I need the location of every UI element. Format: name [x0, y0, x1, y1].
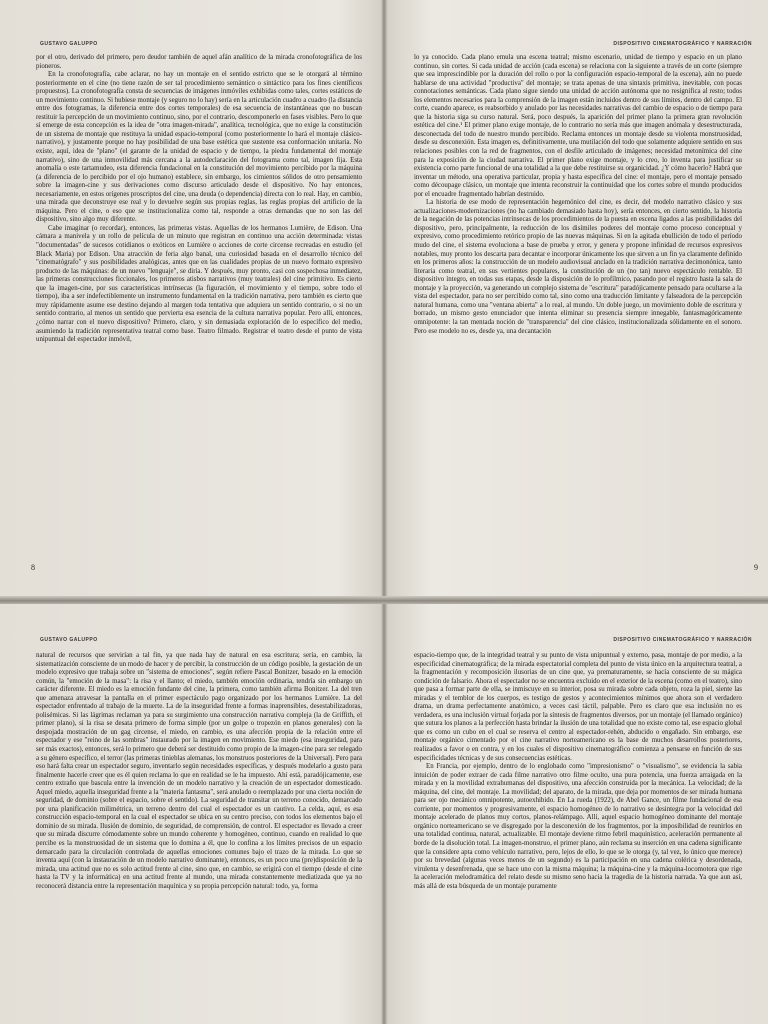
running-header-title: DISPOSITIVO CINEMATOGRÁFICO Y NARRACIÓN	[613, 41, 752, 47]
running-header-author: GUSTAVO GALUPPO	[40, 637, 98, 643]
page-body	[414, 652, 742, 891]
paragraph: En Francia, por ejemplo, dentro de lo englobado como "impresionismo" o "visualismo", se evidencia la sabia intuición de poder extraer de cada filme narrativo otro filme oculto, una pura potencia, una fuerza arraigada en la mirada y en la movilidad extrahumanas del dispositivo, una afección construida por la mecánica. La velocidad; de la máquina, del cine, del montaje. La movilidad; del aparato, de la mirada, que deja por momentos de ser mirada humana para ser ojo mecánico omnipotente, autoexhibido. En La rueda (1922), de Abel Gance, un filme fundacional de esa corriente, por momentos y progresivamente, el espacio homogéneo de lo narrativo se desintegra por la velocidad del montaje acelerado de planos muy cortos, planos-relámpago. Allí, aquel espacio homogéneo dominante del montaje orgánico norteamericano se ve disgregado por la desconexión de los fragmentos, por la imposibilidad de reunirlos en una totalidad continua, natural, actualizable. El montaje deviene ritmo febril maquinístico, aceleración permanente al borde de la disolución total. La imagen-monstruo, el primer plano, aún reclama su inserción en una cadena significante que la considere apta como vehículo narrativo, pero, lejos de ello, lo que se le otorga (y, tal vez, lo único que merece) por su brevedad (algunas veces menos de un segundo) es la participación en una cadena colérica y desordenada, virulenta y desenfrenada, que se hace uno con la misma máquina; la máquina-cine y la máquina-locomotora que rige la aceleración melodramática del relato desde su mismo seno hacia la tragedia de la historia narrada. Ya que aun así, más allá de esta búsqueda de un montaje puramente	[414, 763, 742, 890]
page-8	[0, 0, 384, 596]
paragraph: lo ya conocido. Cada plano emula una escena teatral; mismo escenario, unidad de tiempo y espacio en un plano continuo, sin cortes. Si cada unidad de acción (cada escena) se relaciona con la siguiente a través de un corte (siempre que sea imprescindible por la duración del rollo o por la configuración espacio-temporal de la escena), aún no puede hablarse de una actividad "productiva" del montaje; se trata apenas de una sintaxis primitiva, inevitable, con pocas connotaciones semánticas. Cada plano sigue siendo una unidad de acción autónoma que no resignifica al resto; todos los elementos necesarios para la comprensión de la imagen están incluidos dentro de sus límites, dentro del campo. El corte, cuando aparece, es reabsorbido y anulado por las necesidades narrativas del cambio de espacio o de tiempo para que la historia siga su curso natural. Será, poco después, la aparición del primer plano la primera gran revolución estética del cine.¹ El primer plano exige montaje, de lo contrario no sería más que imagen anómala y desestructurada, desconectada del todo de nuestro mundo percibido. Reclama entonces un montaje desde su violenta monstruosidad, desde su desconexión. Esta imagen es, definitivamente, una mutilación del todo que solamente adquiere sentido en sus relaciones posibles con la red de fragmentos, con el desfile articulado de imágenes; necesidad metonímica del cine para la exposición de la ciudad narrativa. El primer plano exige montaje, y lo creo, lo inventa para justificar su existencia como parte funcional de una totalidad a la que debe restituirse su organicidad. ¿Y cómo hacerlo? Habrá que inventar un método, una operativa particular, propia y hasta específica del cine: el montaje, pero el montaje pensado como découpage clásico, un montaje que intenta reconstruir la continuidad que los cortes sobre el mundo producidos por el encuadre fragmentado habrían destruido.	[414, 54, 742, 198]
paragraph: En la cronofotografía, cabe aclarar, no hay un montaje en el sentido estricto que se le otorgará al término posteriormente en el cine (no tiene razón de ser tal procedimiento semántico o sintáctico para los fines científicos propuestos). La cronofotografía consta de secuencias de imágenes inmóviles exhibidas como tales, cortes estáticos de un movimiento continuo. Si hubiese montaje (y seguro no lo hay) sería en la articulación cuadro a cuadro (la distancia entre dos fotogramas, la diferencia entre dos cortes temporales) de esa secuencia de instantáneas que no buscan restituir la percepción de un movimiento continuo, sino, por el contrario, descomponerlo en fases visibles. Pero lo que sí emerge de esta concepción es la idea de "otra imagen-mirada", analítica, tecnológica, que no exige la constitución de un sistema de montaje que restituya la unidad espacio-temporal (como posteriormente lo hará el montaje clásico-narrativo), y justamente porque no hay posibilidad de una base estética que sustente esa conformación unitaria. No existe, aquí, idea de "plano" (el garante de la unidad de espacio y de tiempo, la piedra fundamental del montaje narrativo), sino de una inmovilidad más cercana a la autodeclaración del fotograma como tal, imagen fija. Esta anomalía o este tartamudeo, esta diferencia fundacional en la constitución del movimiento percibido por la máquina (a diferencia de lo percibido por el ojo humano) establece, sin embargo, los cimientos sólidos de otro pensamiento sobre la imagen-cine y sus derivaciones como discurso articulado desde el dispositivo. No hay entonces, necesariamente, en estos orígenes proscriptos del cine, una deuda (o dependencia) directa con lo real. Hay, en cambio, una mirada que deconstruye ese real y lo devuelve según sus propias reglas, las reglas propias del artificio de la máquina. Pero el cine, o eso que se institucionaliza como tal, responde a otras demandas que no son las del dispositivo, sino algo muy diferente.	[36, 71, 362, 224]
running-header-author: GUSTAVO GALUPPO	[40, 41, 98, 47]
page-10	[0, 604, 384, 1024]
page-number: 9	[754, 563, 758, 572]
spread-divider	[0, 596, 768, 604]
page-body	[36, 54, 362, 345]
page-body	[36, 652, 362, 891]
paragraph: espacio-tiempo que, de la integridad teatral y su punto de vista unipuntual y externo, pasa, montaje de por medio, a la especificidad cinematográfica; de la mirada espectatorial completa del punto de vista único en la arquitectura teatral, a la fragmentación y recomposición ilusorias de un cine que, ya prematuramente, se hacía consciente de su mágica condición de falsario. Ahora el espectador no se encuentra excluido en el exterior de la escena (como en el teatro), sino que pasa a formar parte de ella, se inmiscuye en su interior, posa su mirada sobre cada objeto, roza la piel, siente las miradas y el temblor de los cuerpos, es testigo de gestos y acontecimientos mínimos que ahora son el verdadero drama, un drama perfectamente anatómico, a veces casi táctil, palpable. Pero es claro que esa inclusión no es verdadera, es una inclusión virtual forjada por la síntesis de fragmentos diversos, por un montaje (el llamado orgánico) que sutura los planos a la perfección hasta brindar la ilusión de una totalidad que no existe como tal, ese espacio global que es como un cubo en el cual se reserva el centro al espectador-rehén, abducido o engañado. Sin embargo, ese montaje orgánico cimentado por el cine narrativo norteamericano es la base de muchos desarrollos posteriores, realizados a favor o en contra, y en los cuales el dispositivo cinematográfico comienza a pensarse en función de sus especificidades técnicas y de sus consecuencias estéticas.	[414, 652, 742, 762]
running-header-title: DISPOSITIVO CINEMATOGRÁFICO Y NARRACIÓN	[613, 637, 752, 643]
page-11	[384, 604, 768, 1024]
paragraph: natural de recursos que servirían a tal fin, ya que nada hay de natural en esa escritura; sería, en cambio, la sistematización consciente de un modo de hacer y de percibir, la construcción de un código posible, la gestación de un modelo expresivo que trabaja sobre un "sistema de emociones", según refiere Pascal Bonitzer, basado en la emoción común, la "emoción de la masa": la risa y el llanto; el miedo, también emoción ordinaria, tendría sin embargo un carácter diferente. El miedo es la emoción fundante del cine, la primera, como también afirma Bonitzer. La del tren que amenaza atravesar la pantalla en el primer espectáculo pago organizado por los hermanos Lumière. La del espectador enfrentado al trabajo de la muerte. La de la inseguridad frente a formas inaprensibles, desestabilizadoras, polisémicas. Si las lágrimas reclaman ya para su surgimiento una construcción narrativa compleja (la de Griffith, el primer plano), si la risa se desata primero de forma simple (por un golpe o tropezón en planos generales) con la despojada mostración de un gag circense, el miedo, en cambio, es una afección propia de la relación entre el espectador y ese "reino de las sombras" instaurado por la imagen en movimiento. Ese miedo (esa inseguridad, para ser más exactos), entonces, será lo primero que deberá ser destituido como propio de la imagen-cine para ser relegado a su género específico, el terror (las primeras tinieblas alemanas, los monstruos posteriores de la Universal). Pero para eso hará falta crear un espectador seguro, inventarlo según necesidades específicas, y después modelarlo a gusto para finalmente hacerle creer que es él quien reclama lo que en realidad se le ha impuesto. Ahí está, paradójicamente, ese centro extraño que bascula entre la invención de un modelo narrativo y la creación de un espectador domesticado. Aquel miedo, aquella inseguridad frente a la "materia fantasma", será anulado o reemplazado por una cierta noción de seguridad, de dominio (sobre el espacio, sobre el sentido). La seguridad de transitar un terreno conocido, demarcado por una planificación milimétrica, un terreno dentro del cual el espectador es un cautivo. La celda, aquí, es esa construcción espacio-temporal en la cual el espectador se ubica en su centro preciso, con todos los elementos bajo el dominio de su mirada. Ilusión de dominio, de seguridad, de comprensión, de control. El espectador es llevado a creer que su mirada discurre cómodamente sobre un mundo coherente y homogéneo, continuo, cuando en realidad lo que percibe es la monstruosidad de un sistema que lo domina a él, que lo confina a los límites precisos de un espacio demarcado para la circulación controlada de aquellas emociones comunes bajo el trazo de la mirada. Lo que se inventa aquí (con la instauración de un modelo narrativo dominante), entonces, es un poco una (pre)disposición de la mirada, una actitud que no es solo actitud frente al cine, sino que, en cambio, se erigirá con el tiempo (desde el cine hasta la TV y la informática) en una actitud frente al mundo, una mirada constantemente mediatizada que ya no reconocerá distancia entre la representación maquínica y su propia percepción natural: todo, ya, forma	[36, 652, 362, 890]
paragraph: La historia de ese modo de representación hegemónico del cine, es decir, del modelo narrativo clásico y sus actualizaciones-modernizaciones (no ha cambiado demasiado hasta hoy), sería entonces, en cierto sentido, la historia de la negación de las potencias intrínsecas de los procedimientos de la puesta en escena ligados a las posibilidades del dispositivo, pero, principalmente, la reducción de los disímiles poderes del montaje como proceso conceptual y expresivo, como procedimiento retórico propio de las nuevas máquinas. Si en la agitada ebullición de todo el período mudo del cine, el sistema evoluciona a base de prueba y error, y genera y propone infinidad de recursos expresivos notables, muy pronto los descarta para decantar e incorporar únicamente los que sirven a un fin ya claramente definido en los primeros años: la construcción de un modelo audiovisual anclado en la tradición narrativa decimonónica, tanto literaria como teatral, en sus vertientes populares, la constitución de un (no tan) nuevo espectáculo rentable. El dispositivo íntegro, en todas sus etapas, desde la disposición de lo profílmico, pasando por el registro hasta la sala de montaje y la proyección, va generando un complejo sistema de "escritura" paradójicamente pensado para ocultarse a la vista del espectador, para no ser percibido como tal, sino como una traducción limitante y falseadora de la percepción natural humana, como una "ventana abierta" a lo real, al mundo. Un doble juego, un movimiento doble de escritura y borrado, un mismo gesto enunciador que intenta eliminar su presencia siempre innegable, fantasmagóricamente omnipotente: la tan mentada noción de "transparencia" del cine clásico, institucionalizada sólidamente en el sonoro. Pero ese modelo no es, desde ya, una decantación	[414, 199, 742, 335]
paragraph: por el otro, derivado del primero, pero deudor también de aquel afán analítico de la mirada cronofotográfica de los pioneros.	[36, 54, 362, 70]
page-9	[384, 0, 768, 596]
book-spread-bottom	[0, 604, 768, 1024]
page-number: 8	[31, 563, 35, 572]
page-body	[414, 54, 742, 336]
paragraph: Cabe imaginar (o recordar), entonces, las primeras vistas. Aquellas de los hermanos Lumière, de Edison. Una cámara a manivela y un rollo de película de un minuto que registran en continuo una acción determinada: vistas "documentadas" de sucesos cotidianos o exóticos en Lumière o acciones de corte circense recreadas en estudio (el Black Maria) por Edison. Una atracción de feria algo banal, una curiosidad basada en el desarrollo técnico del "cinematógrafo" y sus posibilidades analógicas, antes que en las cualidades propias de un nuevo formato expresivo producto de las máquinas: de un nuevo "lenguaje", se diría. Y después, muy pronto, casi con sospechosa inmediatez, las primeras construcciones ficcionales, los primeros atisbos narrativos (muy teatrales) del cine primitivo. Es cierto que la imagen-cine, por sus características intrínsecas (la figuración, el movimiento y el tiempo, sobre todo el tiempo), iba a ser indefectiblemente un instrumento fundamental en la tradición narrativa, pero también es cierto que muy rápidamente asume ese destino dejando al margen toda tentativa que adquiera un sentido contrario, o si no un sentido contrario, al menos un sentido que pervierta esa esencia de la cultura narrativa popular. Pero allí, entonces, ¿cómo narrar con el nuevo dispositivo? Primero, claro, y sin demasiada exploración de lo específico del medio, asumiendo la tradición representativa teatral como base. Teatro filmado. Registrar el teatro desde el punto de vista unipuntual del espectador inmóvil,	[36, 224, 362, 344]
